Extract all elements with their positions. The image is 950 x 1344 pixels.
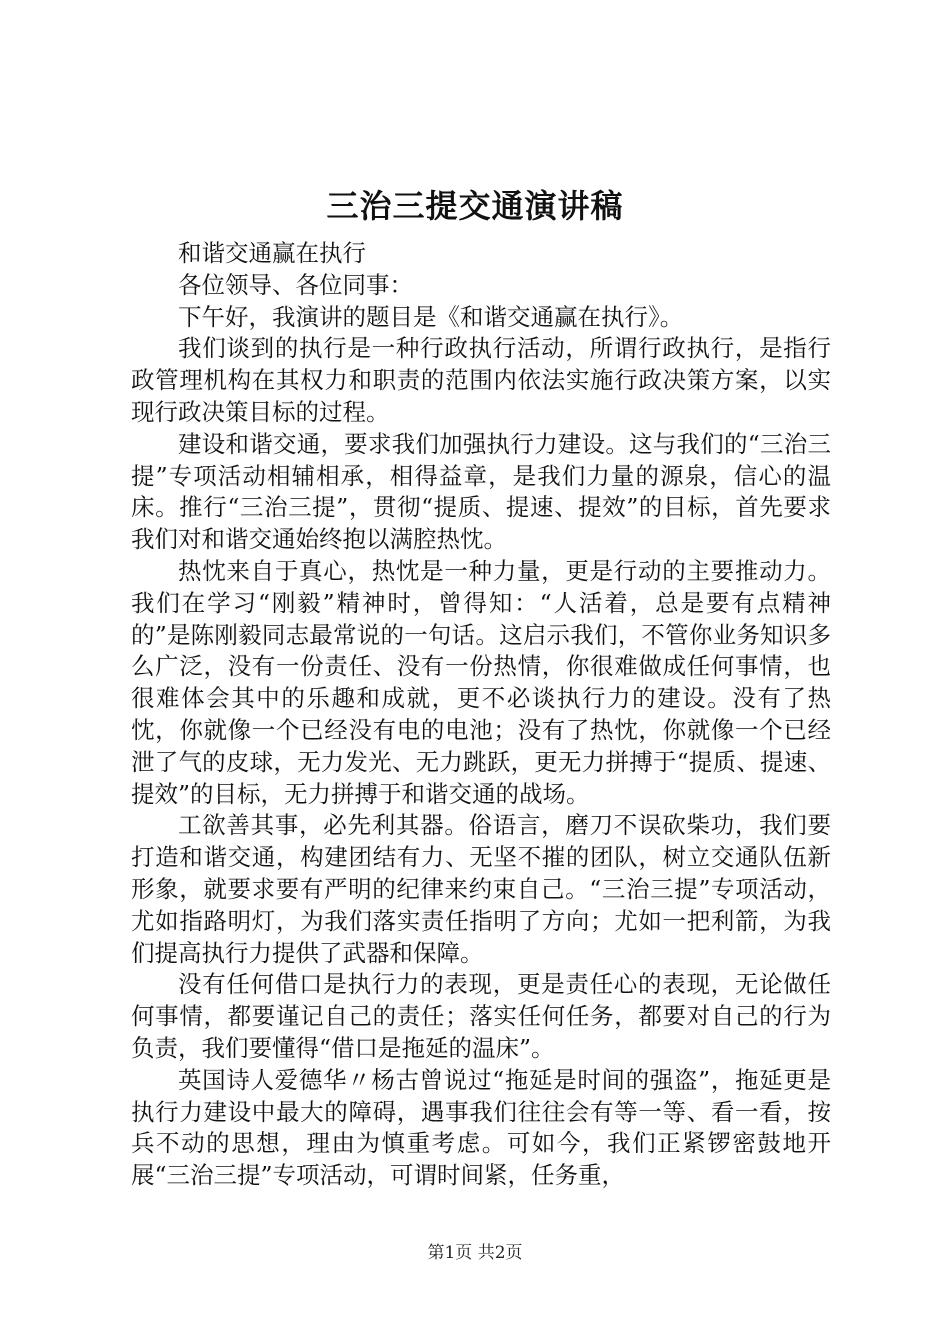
paragraph: 建设和谐交通，要求我们加强执行力建设。这与我们的“三治三提”专项活动相辅相承，相得益章，是我们力量的源泉，信心的温床。推行“三治三提”，贯彻“提质、提速、提效”的目标，首先要求我们对和谐交通始终抱以满腔热忱。 [131, 429, 831, 554]
paragraph: 没有任何借口是执行力的表现，更是责任心的表现，无论做任何事情，都要谨记自己的责任；落实任何任务，都要对自己的行为负责，我们要懂得“借口是拖延的温床”。 [131, 970, 831, 1062]
paragraph: 各位领导、各位同事： [178, 270, 413, 299]
paragraph: 和谐交通赢在执行 [178, 239, 366, 267]
document-title: 三治三提交通演讲稿 [326, 187, 624, 225]
page-number-footer: 第1页 共2页 [427, 1243, 523, 1263]
paragraph: 工欲善其事，必先利其器。俗语言，磨刀不误砍柴功，我们要打造和谐交通，构建团结有力、无坚不摧的团队，树立交通队伍新形象，就要求要有严明的纪律来约束自己。“三治三提”专项活动，尤如指路明灯，为我们落实责任指明了方向；尤如一把利箭，为我们提高执行力提供了武器和保障。 [131, 811, 831, 967]
paragraph: 热忱来自于真心，热忱是一种力量，更是行动的主要推动力。我们在学习“刚毅”精神时，曾得知：“人活着，总是要有点精神的”是陈刚毅同志最常说的一句话。这启示我们，不管你业务知识多么广泛，没有一份责任、没有一份热情，你很难做成任何事情，也很难体会其中的乐趣和成就，更不必谈执行力的建设。没有了热忱，你就像一个已经没有电的电池；没有了热忱，你就像一个已经泄了气的皮球，无力发光、无力跳跃，更无力拼搏于“提质、提速、提效”的目标，无力拼搏于和谐交通的战场。 [131, 556, 831, 808]
document-body [131, 238, 831, 1192]
paragraph: 英国诗人爱德华〃杨古曾说过“拖延是时间的强盗”，拖延更是执行力建设中最大的障碍，遇事我们往往会有等一等、看一看，按兵不动的思想，理由为慎重考虑。可如今，我们正紧锣密鼓地开展“三治三提”专项活动，可谓时间紧，任务重， [131, 1065, 831, 1190]
paragraph: 下午好，我演讲的题目是《和谐交通赢在执行》。 [178, 302, 684, 331]
paragraph: 我们谈到的执行是一种行政执行活动，所谓行政执行，是指行政管理机构在其权力和职责的范围内依法实施行政决策方案，以实现行政决策目标的过程。 [131, 334, 831, 426]
